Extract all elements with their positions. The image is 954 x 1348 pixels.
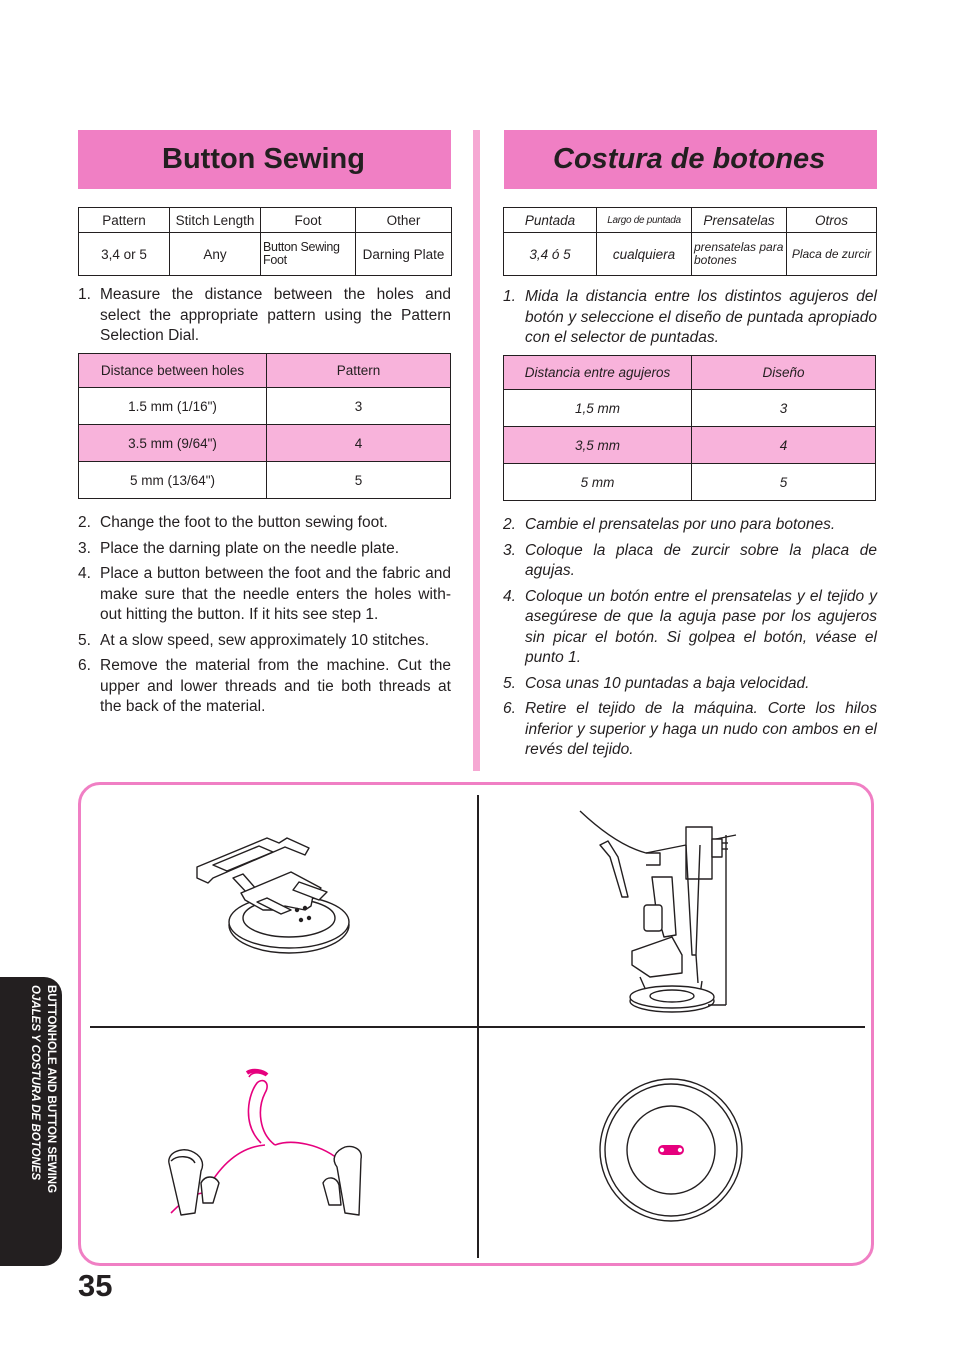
table-cell: prensatelas para botones xyxy=(692,233,787,276)
table-header: Prensatelas xyxy=(692,208,787,233)
table-cell: 1,5 mm xyxy=(504,390,692,427)
table-header: Other xyxy=(356,208,452,233)
step-text: Coloque la placa de zurcir sobre la placa de agujas. xyxy=(525,541,877,579)
table-header: Pattern xyxy=(79,208,170,233)
step-text: Retire el tejido de la máquina. Corte los hilos inferior y superior y haga un nudo con ambos en el revés del tejido. xyxy=(525,700,877,758)
step-number: 6. xyxy=(78,657,91,674)
spanish-step1-list xyxy=(503,287,877,354)
step-number: 4. xyxy=(78,565,91,582)
step-item xyxy=(503,515,877,536)
table-cell: 5 xyxy=(692,464,876,501)
step-text: Cosa unas 10 puntadas a baja velocidad. xyxy=(525,674,810,692)
spanish-title-banner xyxy=(504,130,877,189)
table-header: Otros xyxy=(787,208,877,233)
step-text: Mida la distancia entre los distintos agujeros del botón y seleccione el diseño de puntada apropiado con el selector de puntadas. xyxy=(525,288,877,346)
step-number: 5. xyxy=(503,674,516,692)
step-item xyxy=(78,631,451,652)
spanish-settings-table xyxy=(503,207,877,276)
english-title: Button Sewing xyxy=(162,143,365,175)
english-distance-table xyxy=(78,353,451,499)
table-cell: Placa de zurcir xyxy=(787,233,877,276)
table-cell: 3 xyxy=(692,390,876,427)
step-item xyxy=(78,539,451,560)
tying-threads-icon xyxy=(161,1063,381,1228)
step-item xyxy=(78,285,451,347)
step-text: Cambie el prensatelas por uno para botones. xyxy=(525,516,836,533)
step-item xyxy=(503,287,877,349)
english-title-banner xyxy=(78,130,451,189)
step-item xyxy=(503,674,877,695)
step-number: 1. xyxy=(78,286,91,303)
step-text: Place the darning plate on the needle plate. xyxy=(100,539,400,557)
step-text: Remove the material from the machine. Cut the upper and lower threads and tie both threads at the back of the material. xyxy=(100,657,451,715)
step-text: Measure the distance between the holes and select the appropriate pattern using the Pattern Selection Dial. xyxy=(100,286,451,344)
table-cell: 4 xyxy=(692,427,876,464)
button-sewing-foot-icon xyxy=(181,830,381,970)
table-header: Stitch Length xyxy=(170,208,261,233)
table-cell: 3,4 ó 5 xyxy=(504,233,597,276)
table-header: Distance between holes xyxy=(79,354,267,388)
table-cell: 5 mm xyxy=(504,464,692,501)
column-divider xyxy=(473,130,480,771)
spanish-steps-list xyxy=(503,515,877,766)
table-cell: cualquiera xyxy=(597,233,692,276)
step-item xyxy=(503,699,877,761)
table-header: Foot xyxy=(261,208,356,233)
table-cell: Any xyxy=(170,233,261,276)
step-number: 5. xyxy=(78,631,91,649)
finished-button-icon xyxy=(596,1075,746,1225)
step-number: 2. xyxy=(78,514,91,531)
step-item xyxy=(78,564,451,626)
step-number: 3. xyxy=(78,539,91,557)
table-cell: 5 xyxy=(267,462,451,499)
table-cell: Darning Plate xyxy=(356,233,452,276)
page-number: 35 xyxy=(78,1268,113,1303)
table-cell: 3,4 or 5 xyxy=(79,233,170,276)
step-text: At a slow speed, sew approximately 10 stitches. xyxy=(100,631,430,649)
step-item xyxy=(78,513,451,534)
step-item xyxy=(503,587,877,669)
step-number: 1. xyxy=(503,288,516,305)
sewing-machine-needle-icon xyxy=(576,805,746,1015)
step-item xyxy=(503,541,877,582)
step-text: Change the foot to the button sewing foot. xyxy=(100,514,388,531)
step-number: 3. xyxy=(503,541,516,559)
table-header: Pattern xyxy=(267,354,451,388)
english-steps-list xyxy=(78,513,451,723)
side-tab-english: BUTTONHOLE AND BUTTON SEWING xyxy=(45,985,57,1194)
step-number: 2. xyxy=(503,516,516,533)
table-cell: Button Sewing Foot xyxy=(261,233,356,276)
table-header: Distancia entre agujeros xyxy=(504,356,692,390)
table-cell: 3.5 mm (9/64") xyxy=(79,425,267,462)
step-number: 6. xyxy=(503,700,516,717)
english-step1-list xyxy=(78,285,451,352)
spanish-distance-table xyxy=(503,355,876,501)
table-cell: 1.5 mm (1/16") xyxy=(79,388,267,425)
step-number: 4. xyxy=(503,587,516,605)
table-cell: 4 xyxy=(267,425,451,462)
step-text: Place a button between the foot and the fabric and make sure that the needle enters the holes with-out hitting the button. If it hits see step 1. xyxy=(100,565,451,623)
side-tab-spanish: OJALES Y COSTURA DE BOTONES xyxy=(29,985,41,1181)
table-cell: 3,5 mm xyxy=(504,427,692,464)
section-side-tab-text xyxy=(9,985,59,1260)
spanish-title: Costura de botones xyxy=(553,143,826,175)
table-header: Largo de puntada xyxy=(597,208,692,233)
step-item xyxy=(78,656,451,718)
table-header: Diseño xyxy=(692,356,876,390)
illustration-panel xyxy=(78,782,874,1266)
table-header: Puntada xyxy=(504,208,597,233)
table-cell: 5 mm (13/64") xyxy=(79,462,267,499)
table-cell: 3 xyxy=(267,388,451,425)
english-settings-table xyxy=(78,207,452,276)
step-text: Coloque un botón entre el prensatelas y el tejido y asegúrese de que la aguja pase por los agujeros sin picar el botón. Si golpea el botón, véase el punto 1. xyxy=(525,587,877,666)
